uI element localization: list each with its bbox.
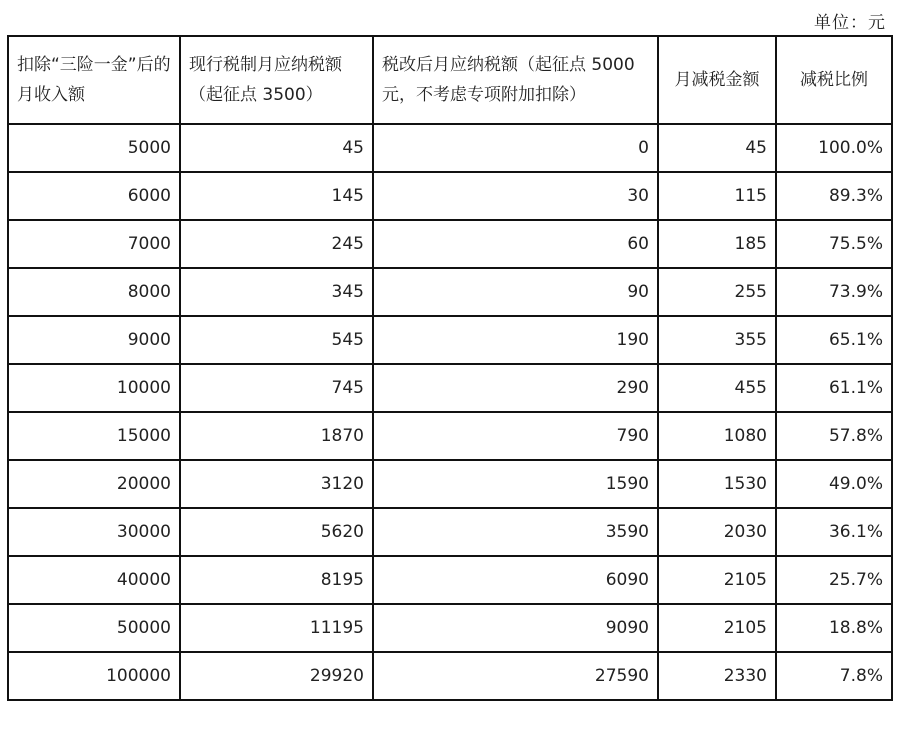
current-tax-cell: 5620 — [180, 508, 373, 556]
reduction-amount-cell: 2330 — [658, 652, 776, 700]
new-tax-cell: 60 — [373, 220, 658, 268]
reduction-ratio-cell: 49.0% — [776, 460, 892, 508]
current-tax-cell: 11195 — [180, 604, 373, 652]
reduction-amount-cell: 355 — [658, 316, 776, 364]
reduction-ratio-cell: 61.1% — [776, 364, 892, 412]
table-row — [8, 556, 892, 604]
new-tax-cell: 1590 — [373, 460, 658, 508]
new-tax-cell: 290 — [373, 364, 658, 412]
new-tax-cell: 27590 — [373, 652, 658, 700]
table-row — [8, 316, 892, 364]
income-cell: 20000 — [8, 460, 180, 508]
table-row — [8, 268, 892, 316]
current-tax-cell: 345 — [180, 268, 373, 316]
new-tax-cell: 0 — [373, 124, 658, 172]
reduction-ratio-cell: 73.9% — [776, 268, 892, 316]
income-cell: 50000 — [8, 604, 180, 652]
income-cell: 10000 — [8, 364, 180, 412]
income-cell: 5000 — [8, 124, 180, 172]
reduction-ratio-cell: 18.8% — [776, 604, 892, 652]
current-tax-cell: 1870 — [180, 412, 373, 460]
new-tax-cell: 6090 — [373, 556, 658, 604]
table-body — [8, 124, 892, 700]
reduction-amount-cell: 2030 — [658, 508, 776, 556]
header-new-tax: 税改后月应纳税额（起征点 5000 元，不考虑专项附加扣除） — [373, 36, 658, 124]
table-row — [8, 220, 892, 268]
current-tax-cell: 45 — [180, 124, 373, 172]
table-row — [8, 172, 892, 220]
header-reduction-ratio: 减税比例 — [776, 36, 892, 124]
reduction-ratio-cell: 65.1% — [776, 316, 892, 364]
current-tax-cell: 3120 — [180, 460, 373, 508]
current-tax-cell: 29920 — [180, 652, 373, 700]
reduction-amount-cell: 115 — [658, 172, 776, 220]
income-cell: 40000 — [8, 556, 180, 604]
reduction-ratio-cell: 57.8% — [776, 412, 892, 460]
reduction-amount-cell: 2105 — [658, 556, 776, 604]
income-cell: 6000 — [8, 172, 180, 220]
current-tax-cell: 545 — [180, 316, 373, 364]
new-tax-cell: 30 — [373, 172, 658, 220]
new-tax-cell: 9090 — [373, 604, 658, 652]
current-tax-cell: 245 — [180, 220, 373, 268]
header-row — [8, 36, 892, 124]
new-tax-cell: 190 — [373, 316, 658, 364]
table-row — [8, 412, 892, 460]
table-row — [8, 364, 892, 412]
reduction-amount-cell: 2105 — [658, 604, 776, 652]
header-current-tax: 现行税制月应纳税额（起征点 3500） — [180, 36, 373, 124]
new-tax-cell: 790 — [373, 412, 658, 460]
reduction-amount-cell: 185 — [658, 220, 776, 268]
reduction-ratio-cell: 100.0% — [776, 124, 892, 172]
current-tax-cell: 8195 — [180, 556, 373, 604]
reduction-ratio-cell: 36.1% — [776, 508, 892, 556]
income-cell: 100000 — [8, 652, 180, 700]
reduction-amount-cell: 45 — [658, 124, 776, 172]
table-row — [8, 460, 892, 508]
reduction-ratio-cell: 25.7% — [776, 556, 892, 604]
income-cell: 9000 — [8, 316, 180, 364]
income-cell: 8000 — [8, 268, 180, 316]
new-tax-cell: 90 — [373, 268, 658, 316]
tax-comparison-table — [7, 35, 893, 701]
reduction-amount-cell: 455 — [658, 364, 776, 412]
header-income: 扣除“三险一金”后的月收入额 — [8, 36, 180, 124]
reduction-ratio-cell: 75.5% — [776, 220, 892, 268]
reduction-amount-cell: 1530 — [658, 460, 776, 508]
header-reduction-amount: 月减税金额 — [658, 36, 776, 124]
current-tax-cell: 745 — [180, 364, 373, 412]
reduction-ratio-cell: 89.3% — [776, 172, 892, 220]
income-cell: 7000 — [8, 220, 180, 268]
income-cell: 15000 — [8, 412, 180, 460]
unit-label: 单位：元 — [814, 13, 886, 33]
current-tax-cell: 145 — [180, 172, 373, 220]
new-tax-cell: 3590 — [373, 508, 658, 556]
income-cell: 30000 — [8, 508, 180, 556]
reduction-amount-cell: 1080 — [658, 412, 776, 460]
reduction-ratio-cell: 7.8% — [776, 652, 892, 700]
reduction-amount-cell: 255 — [658, 268, 776, 316]
table-row — [8, 604, 892, 652]
table-row — [8, 652, 892, 700]
table-row — [8, 508, 892, 556]
table-row — [8, 124, 892, 172]
